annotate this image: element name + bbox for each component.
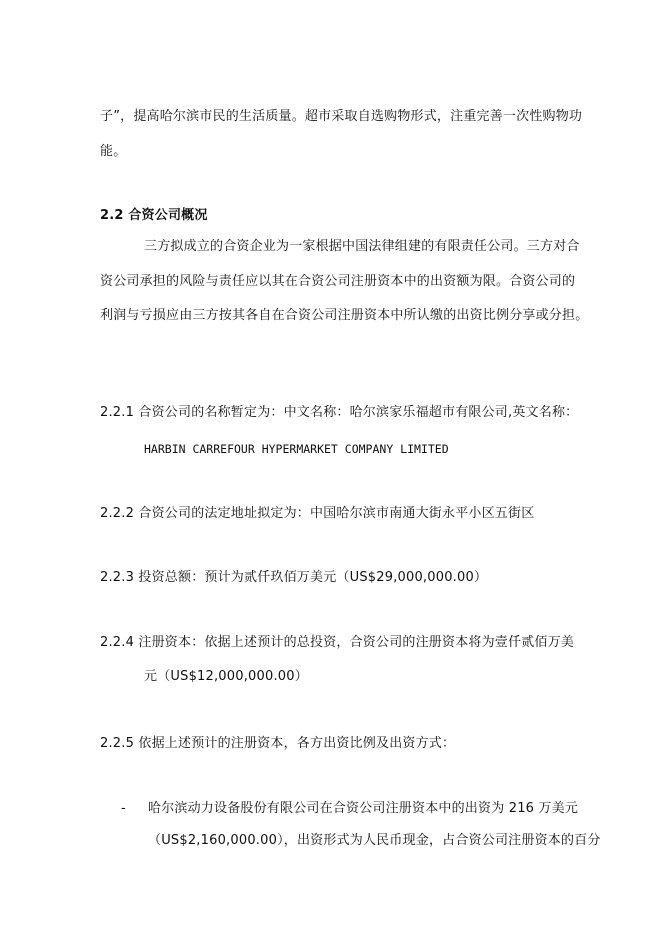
item-2-2-1: 2.2.1 合资公司的名称暂定为：中文名称：哈尔滨家乐福超市有限公司,英文名称： xyxy=(100,405,579,420)
item-2-2-3: 2.2.3 投资总额：预计为贰仟玖佰万美元（US$29,000,000.00） xyxy=(100,570,488,585)
bullet-1-line-2: （US$2,160,000.00），出资形式为人民币现金，占合资公司注册资本的百分 xyxy=(148,833,601,848)
item-2-2-2: 2.2.2 合资公司的法定地址拟定为：中国哈尔滨市南通大街永平小区五街区 xyxy=(100,506,535,521)
section-heading-2-2: 2.2 合资公司概况 xyxy=(100,208,208,223)
item-2-2-1-english-name: HARBIN CARREFOUR HYPERMARKET COMPANY LIMITED xyxy=(144,442,449,456)
item-2-2-4-line-2: 元（US$12,000,000.00） xyxy=(144,669,308,684)
bullet-1-line-1: 哈尔滨动力设备股份有限公司在合资公司注册资本中的出资为 216 万美元 xyxy=(148,801,579,816)
bullet-marker: - xyxy=(121,801,126,816)
item-2-2-5: 2.2.5 依据上述预计的注册资本，各方出资比例及出资方式： xyxy=(100,736,456,751)
section-para-line-3: 利润与亏损应由三方按其各自在合资公司注册资本中所认缴的出资比例分享或分担。 xyxy=(100,308,589,323)
item-2-2-4-line-1: 2.2.4 注册资本：依据上述预计的总投资，合资公司的注册资本将为壹仟贰佰万美 xyxy=(100,635,575,650)
intro-line-2: 能。 xyxy=(100,144,127,159)
intro-line-1: 子”，提高哈尔滨市民的生活质量。超市采取自选购物形式，注重完善一次性购物功 xyxy=(100,109,583,124)
section-para-line-1: 三方拟成立的合资企业为一家根据中国法律组建的有限责任公司。三方对合 xyxy=(144,239,580,254)
section-para-line-2: 资公司承担的风险与责任应以其在合资公司注册资本中的出资额为限。合资公司的 xyxy=(100,274,576,289)
